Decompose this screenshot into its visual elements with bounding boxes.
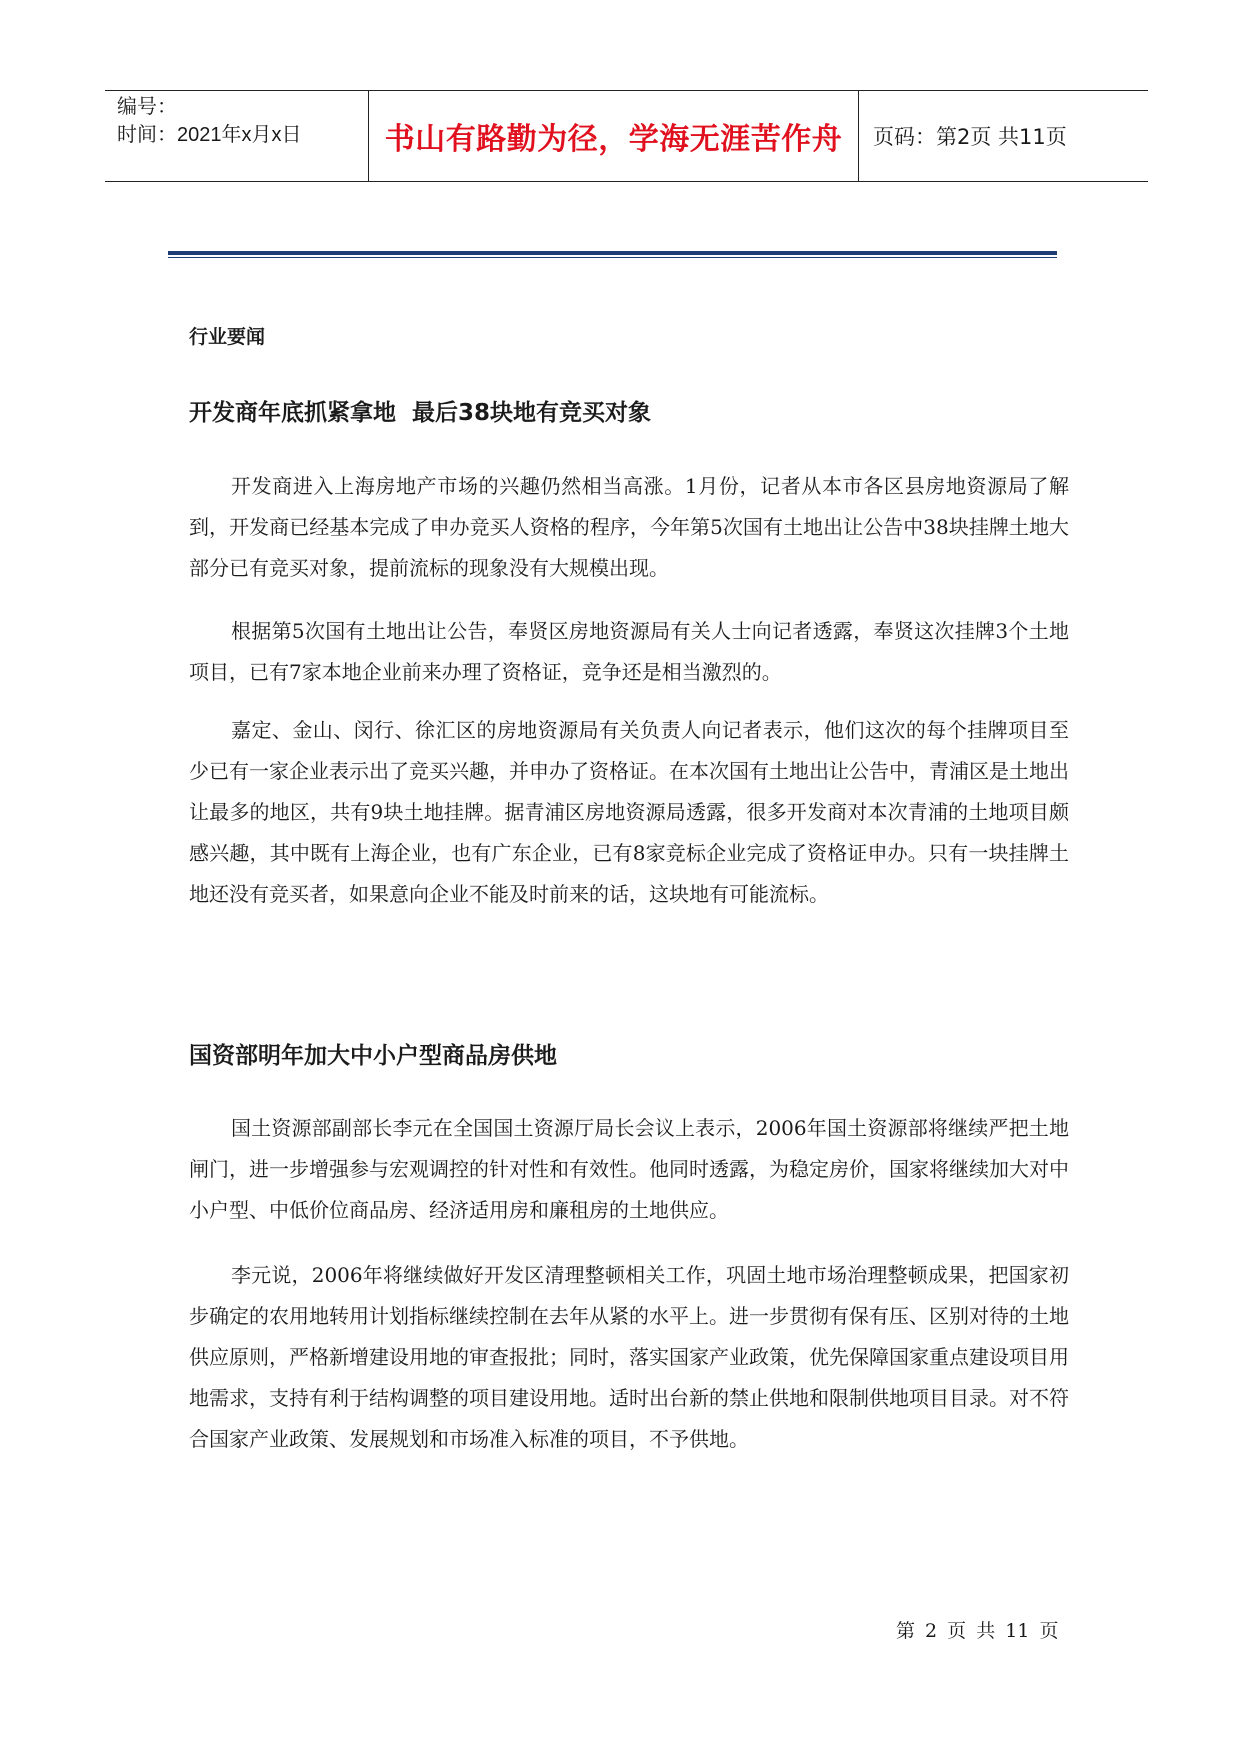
article-paragraph: 嘉定、金山、闵行、徐汇区的房地资源局有关负责人向记者表示，他们这次的每个挂牌项目至少已有一家企业表示出了竞买兴趣，并申办了资格证。在本次国有土地出让公告中，青浦区是土地出让最多的地区，共有9块土地挂牌。据青浦区房地资源局透露，很多开发商对本次青浦的土地项目颇感兴趣，其中既有上海企业，也有广东企业，已有8家竞标企业完成了资格证申办。只有一块挂牌土地还没有竞买者，如果意向企业不能及时前来的话，这块地有可能流标。 (189, 718, 1069, 906)
article-headline: 开发商年底抓紧拿地 最后38块地有竞买对象 (189, 400, 652, 426)
document-header (105, 90, 1148, 182)
header-divider-thin (168, 257, 1057, 258)
article-paragraph: 国土资源部副部长李元在全国国土资源厅局长会议上表示，2006年国土资源部将继续严把土地闸门，进一步增强参与宏观调控的针对性和有效性。他同时透露，为稳定房价，国家将继续加大对中小户型、中低价位商品房、经济适用房和廉租房的土地供应。 (189, 1116, 1069, 1222)
serial-number-label: 编号： (117, 96, 177, 118)
page-info: 页码：第2页 共11页 (873, 125, 1067, 149)
header-page-cell (859, 91, 1148, 181)
article-paragraph: 李元说，2006年将继续做好开发区清理整顿相关工作，巩固土地市场治理整顿成果，把国家初步确定的农用地转用计划指标继续控制在去年从紧的水平上。进一步贯彻有保有压、区别对待的土地供应原则，严格新增建设用地的审查报批；同时，落实国家产业政策，优先保障国家重点建设项目用地需求，支持有利于结构调整的项目建设用地。适时出台新的禁止供地和限制供地项目目录。对不符合国家产业政策、发展规划和市场准入标准的项目，不予供地。 (189, 1263, 1069, 1451)
article-headline: 国资部明年加大中小户型商品房供地 (189, 1043, 557, 1069)
header-divider-thick (168, 251, 1057, 255)
header-meta-cell (105, 91, 369, 181)
page-footer: 第 2 页 共 11 页 (896, 1620, 1059, 1642)
article-paragraph: 根据第5次国有土地出让公告，奉贤区房地资源局有关人士向记者透露，奉贤这次挂牌3个土地项目，已有7家本地企业前来办理了资格证，竞争还是相当激烈的。 (189, 619, 1069, 684)
motto-text: 书山有路勤为径，学海无涯苦作舟 (384, 122, 843, 157)
section-label: 行业要闻 (189, 326, 266, 348)
date-line: 时间：2021年x月x日 (117, 124, 302, 146)
header-motto-cell (369, 91, 859, 181)
article-paragraph: 开发商进入上海房地产市场的兴趣仍然相当高涨。1月份，记者从本市各区县房地资源局了解到，开发商已经基本完成了申办竞买人资格的程序，今年第5次国有土地出让公告中38块挂牌土地大部分已有竞买对象，提前流标的现象没有大规模出现。 (189, 474, 1069, 580)
